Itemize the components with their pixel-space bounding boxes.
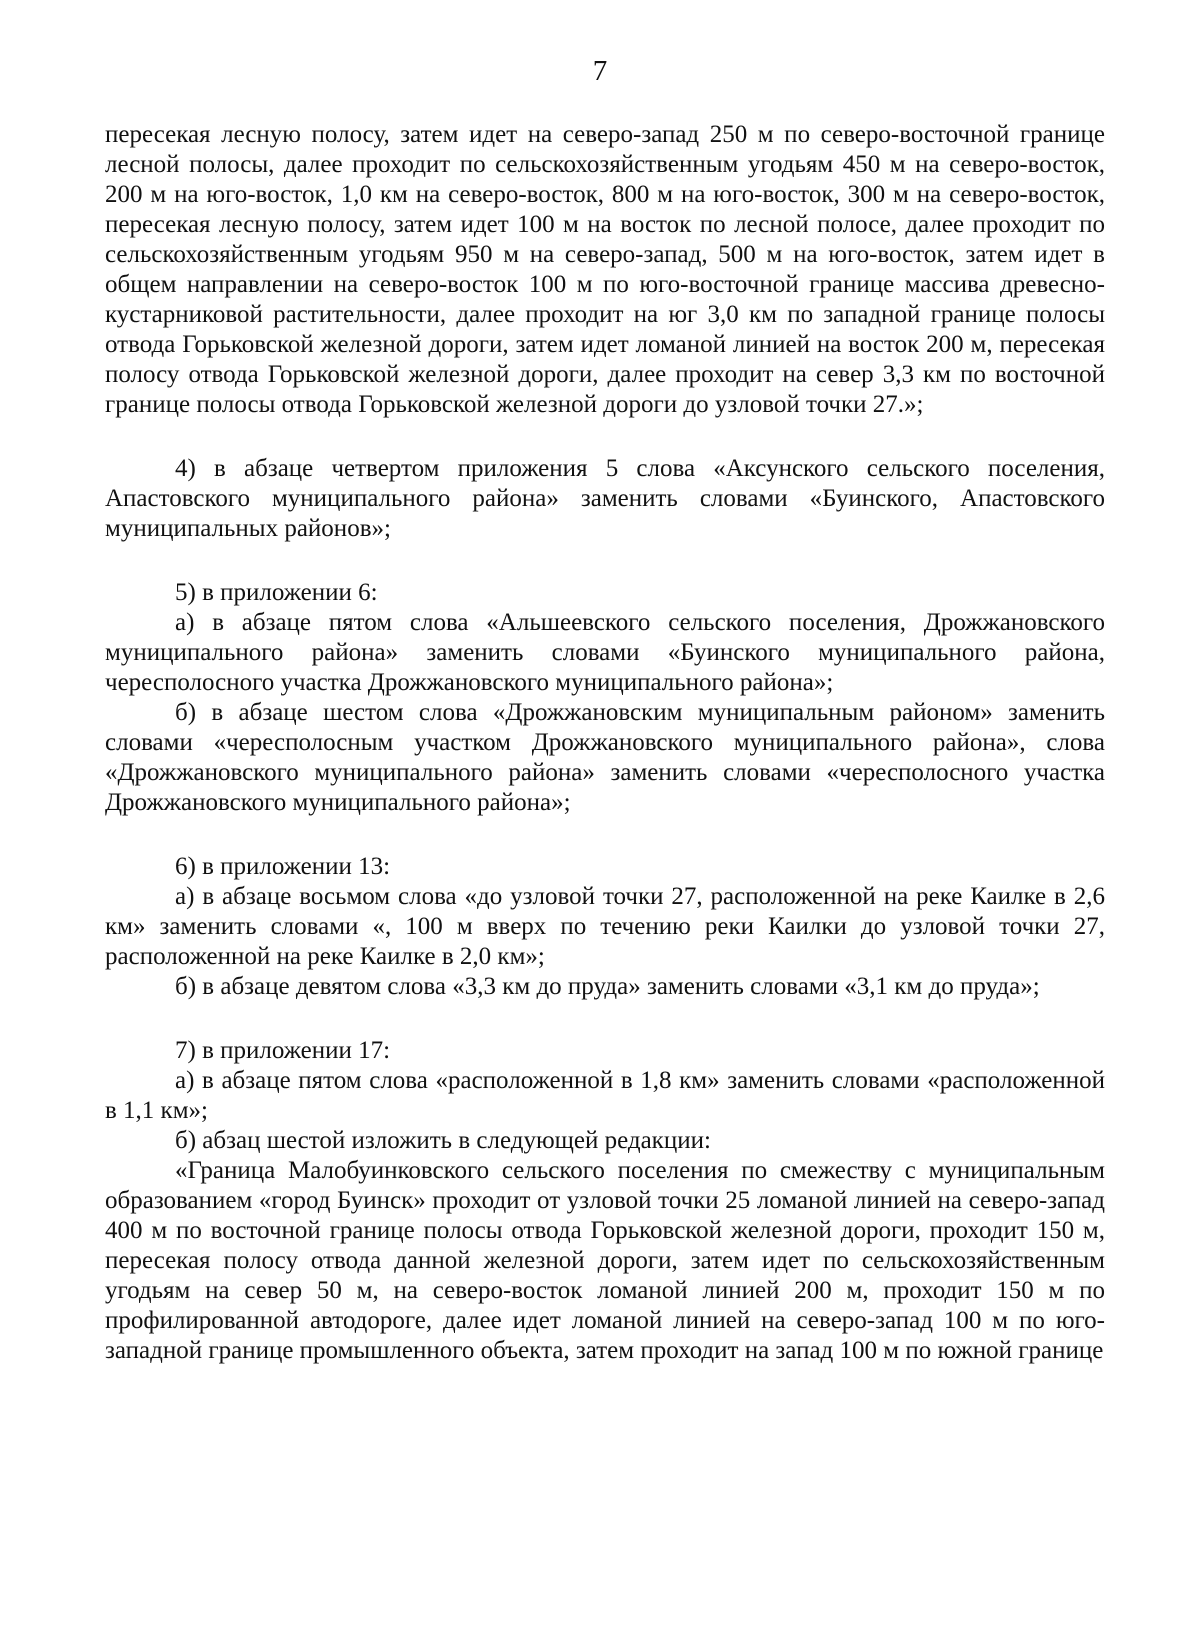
paragraph-item-7-heading: 7) в приложении 17: [175, 1037, 391, 1064]
paragraph-item-7a: а) в абзаце пятом слова «расположенной в 1,8 км» заменить словами «расположенной в 1,1 км»; [105, 1067, 1105, 1124]
paragraph-item-5a: а) в абзаце пятом слова «Альшеевского сельского поселения, Дрожжановского муниципального района» заменить словами «Буинского муниципального района, чересполосного участка Дрожжановского муниципального района»; [105, 609, 1105, 696]
paragraph-gap [105, 1002, 1105, 1036]
paragraph-item-5b: б) в абзаце шестом слова «Дрожжановским муниципальным районом» заменить словами «чересполосным участком Дрожжановского муниципального района», слова «Дрожжановского муниципального района» заменить словами «чересполосного участка Дрожжановского муниципального района»; [105, 699, 1105, 816]
paragraph-item-5-heading: 5) в приложении 6: [175, 579, 378, 606]
paragraph-item-6-heading: 6) в приложении 13: [175, 853, 391, 880]
paragraph-gap [105, 420, 1105, 454]
paragraph-continued-boundary: пересекая лесную полосу, затем идет на северо-запад 250 м по северо-восточной границе лесной полосы, далее проходит по сельскохозяйственным угодьям 450 м на северо-восток, 200 м на юго-восток, 1,0 км на северо-восток, 800 м на юго-восток, 300 м на северо-восток, пересекая лесную полосу, затем идет 100 м на восток по лесной полосе, далее проходит по сельскохозяйственным угодьям 950 м на северо-запад, 500 м на юго-восток, затем идет в общем направлении на северо-восток 100 м по юго-восточной границе массива древесно-кустарниковой растительности, далее проходит на юг 3,0 км по западной границе полосы отвода Горьковской железной дороги, затем идет ломаной линией на восток 200 м, пересекая полосу отвода Горьковской железной дороги, далее проходит на север 3,3 км по восточной границе полосы отвода Горьковской железной дороги до узловой точки 27.»; [105, 121, 1105, 418]
paragraph-item-6b: б) в абзаце девятом слова «3,3 км до пруда» заменить словами «3,1 км до пруда»; [175, 973, 1040, 1000]
paragraph-gap [105, 818, 1105, 852]
page-number: 7 [592, 55, 608, 87]
paragraph-item-4: 4) в абзаце четвертом приложения 5 слова «Аксунского сельского поселения, Апастовского муниципального района» заменить словами «Буинского, Апастовского муниципальных районов»; [105, 455, 1105, 542]
paragraph-item-6a: а) в абзаце восьмом слова «до узловой точки 27, расположенной на реке Каилке в 2,6 км» заменить словами «, 100 м вверх по течению реки Каилки до узловой точки 27, расположенной на реке Каилке в 2,0 км»; [105, 883, 1105, 970]
paragraph-item-7b: б) абзац шестой изложить в следующей редакции: [175, 1127, 711, 1154]
paragraph-gap [105, 544, 1105, 578]
paragraph-new-boundary-text: «Граница Малобуинковского сельского поселения по смежеству с муниципальным образованием «город Буинск» проходит от узловой точки 25 ломаной линией на северо-запад 400 м по восточной границе полосы отвода Горьковской железной дороги, проходит 150 м, пересекая полосу отвода данной железной дороги, затем идет по сельскохозяйственным угодьям на север 50 м, на северо-восток ломаной линией 200 м, проходит 150 м по профилированной автодороге, далее идет ломаной линией на северо-запад 100 м по юго-западной границе промышленного объекта, затем проходит на запад 100 м по южной границе [105, 1157, 1105, 1364]
document-body [105, 120, 1105, 1366]
